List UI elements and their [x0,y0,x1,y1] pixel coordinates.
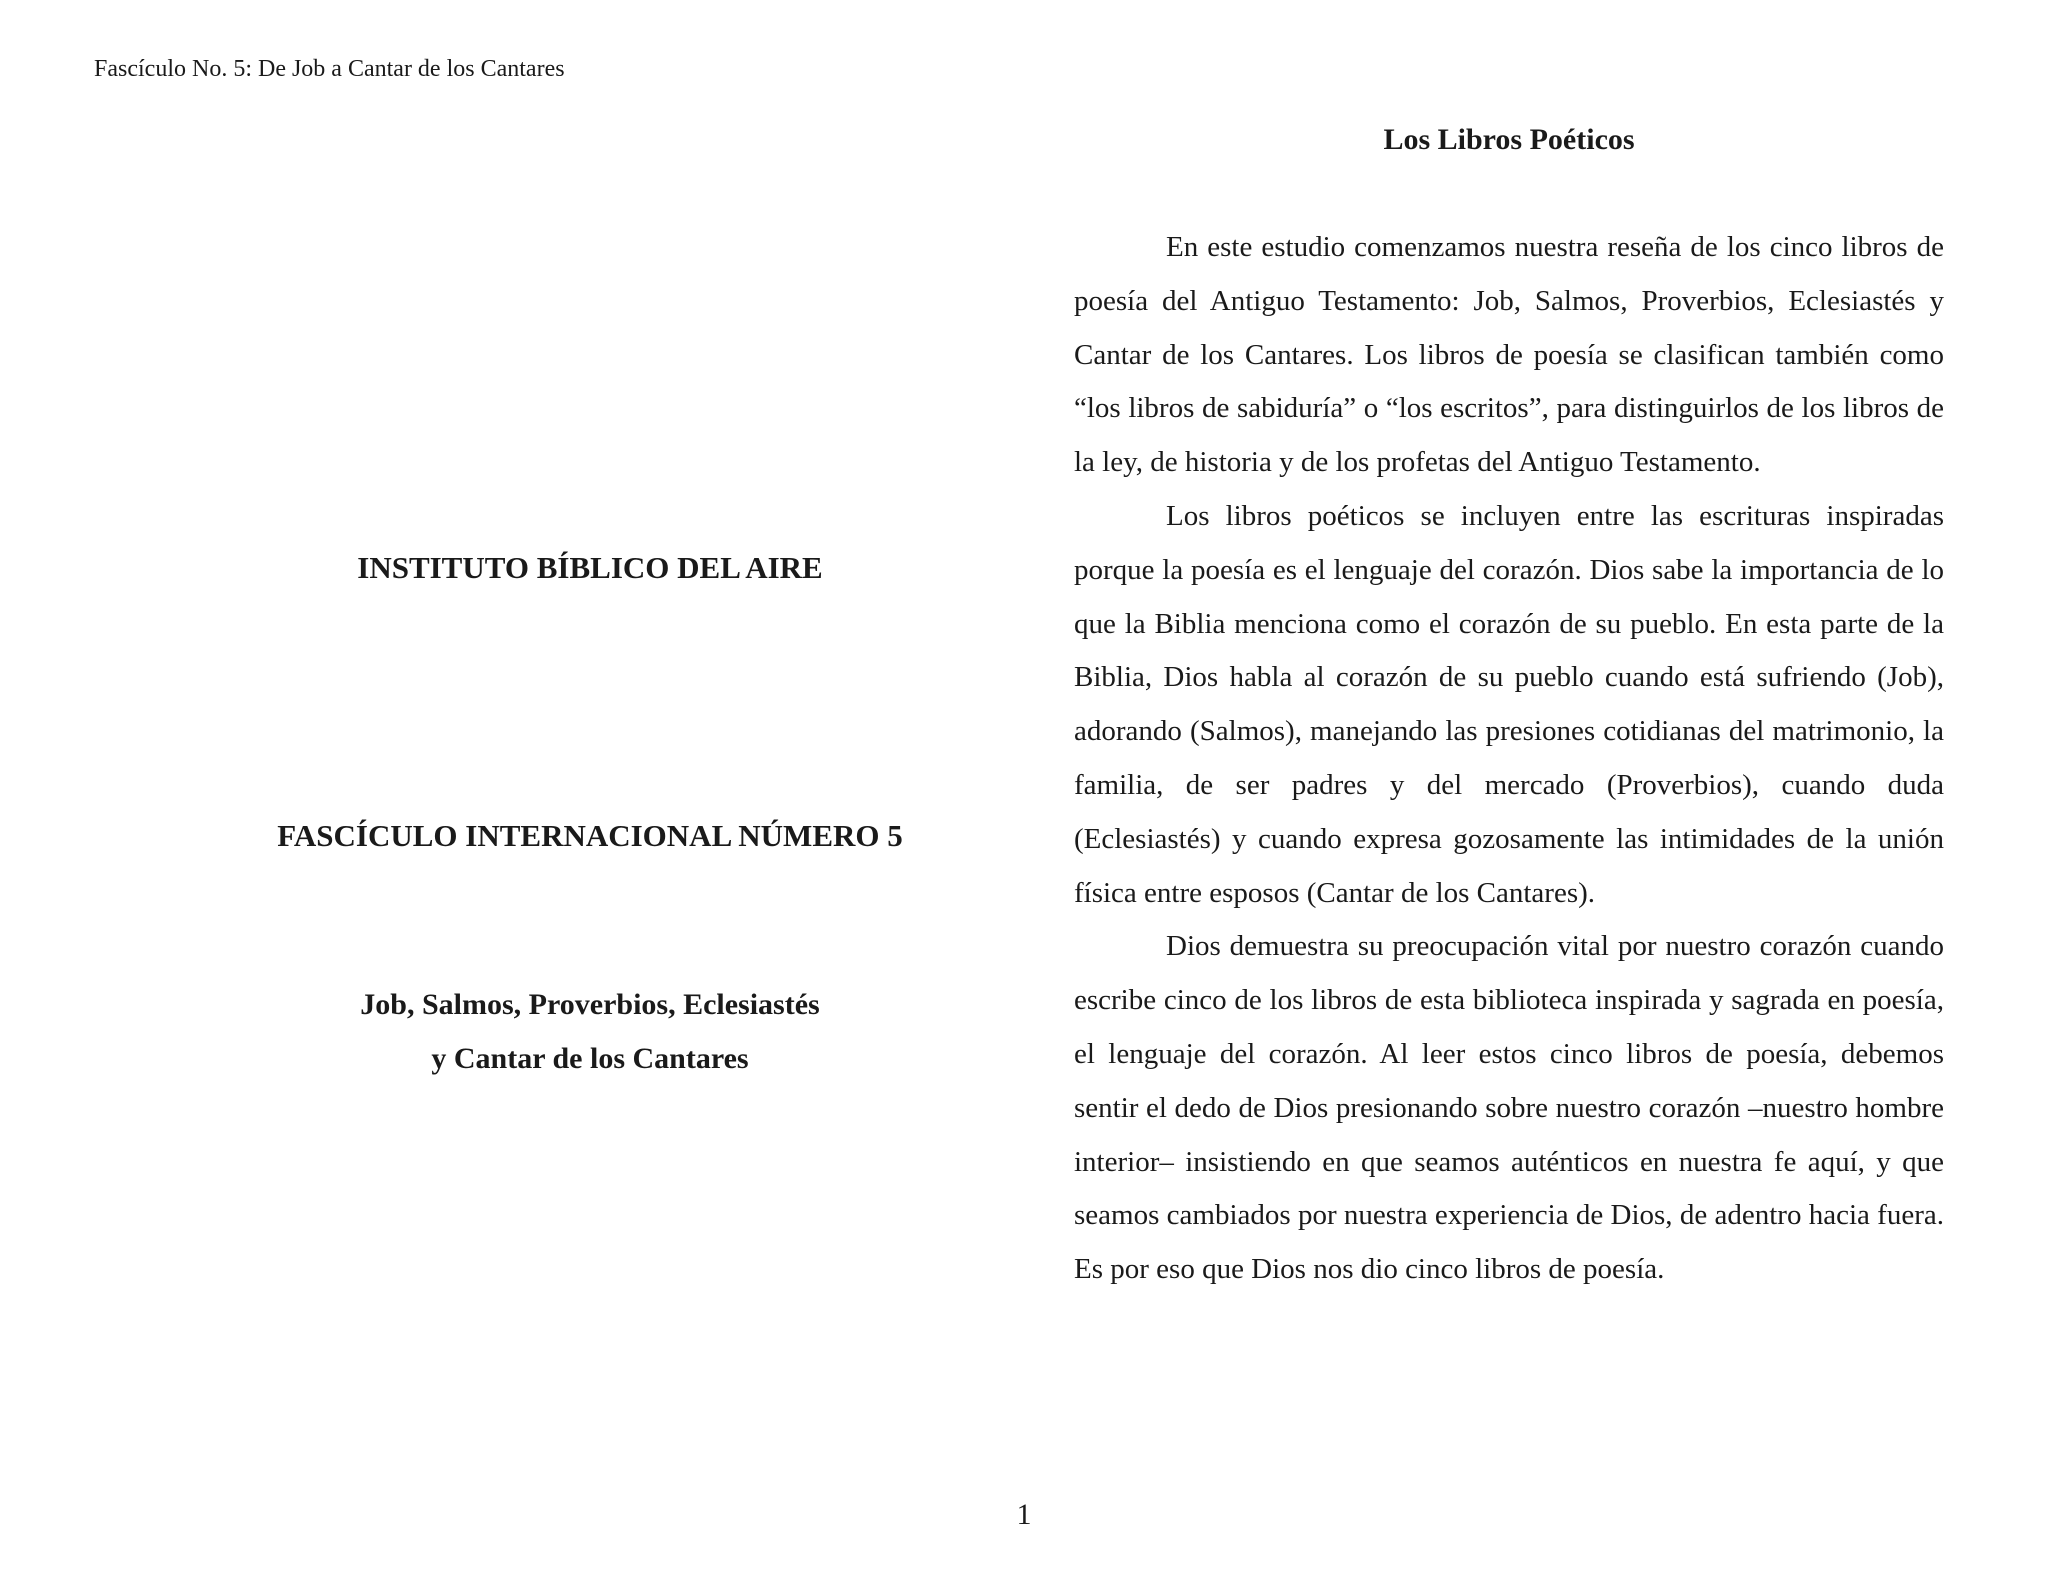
books-title-line-2: y Cantar de los Cantares [431,1042,749,1075]
section-title: Los Libros Poéticos [1383,123,1635,156]
page-number: 1 [1016,1498,1032,1531]
institute-title: INSTITUTO BÍBLICO DEL AIRE [357,550,823,585]
books-title [180,978,1000,1086]
books-title-line-1: Job, Salmos, Proverbios, Eclesiastés [360,988,820,1021]
running-header: Fascículo No. 5: De Job a Cantar de los Cantares [94,56,565,82]
article-body [1074,221,1944,1297]
paragraph: Dios demuestra su preocupación vital por nuestro corazón cuando escribe cinco de los libros de esta biblioteca inspirada y sagrada en poesía, el lenguaje del corazón. Al leer estos cinco libros de poesía, debemos sentir el dedo de Dios presionando sobre nuestro corazón –nuestro hombre interior– insistiendo en que seamos auténticos en nuestra fe aquí, y que seamos cambiados por nuestra experiencia de Dios, de adentro hacia fuera. Es por eso que Dios nos dio cinco libros de poesía. [1074,930,1944,1286]
paragraph: Los libros poéticos se incluyen entre las escrituras inspiradas porque la poesía es el lenguaje del corazón. Dios sabe la importancia de lo que la Biblia menciona como el corazón de su pueblo. En esta parte de la Biblia, Dios habla al corazón de su pueblo cuando está sufriendo (Job), adorando (Salmos), manejando las presiones cotidianas del matrimonio, la familia, de ser padres y del mercado (Proverbios), cuando duda (Eclesiastés) y cuando expresa gozosamente las intimidades de la unión física entre esposos (Cantar de los Cantares). [1074,499,1944,909]
paragraph: En este estudio comenzamos nuestra reseña de los cinco libros de poesía del Antiguo Testamento: Job, Salmos, Proverbios, Eclesiastés y Cantar de los Cantares. Los libros de poesía se clasifican también como “los libros de sabiduría” o “los escritos”, para distinguirlos de los libros de la ley, de historia y de los profetas del Antiguo Testamento. [1074,231,1944,479]
fascicle-title: FASCÍCULO INTERNACIONAL NÚMERO 5 [277,818,903,853]
